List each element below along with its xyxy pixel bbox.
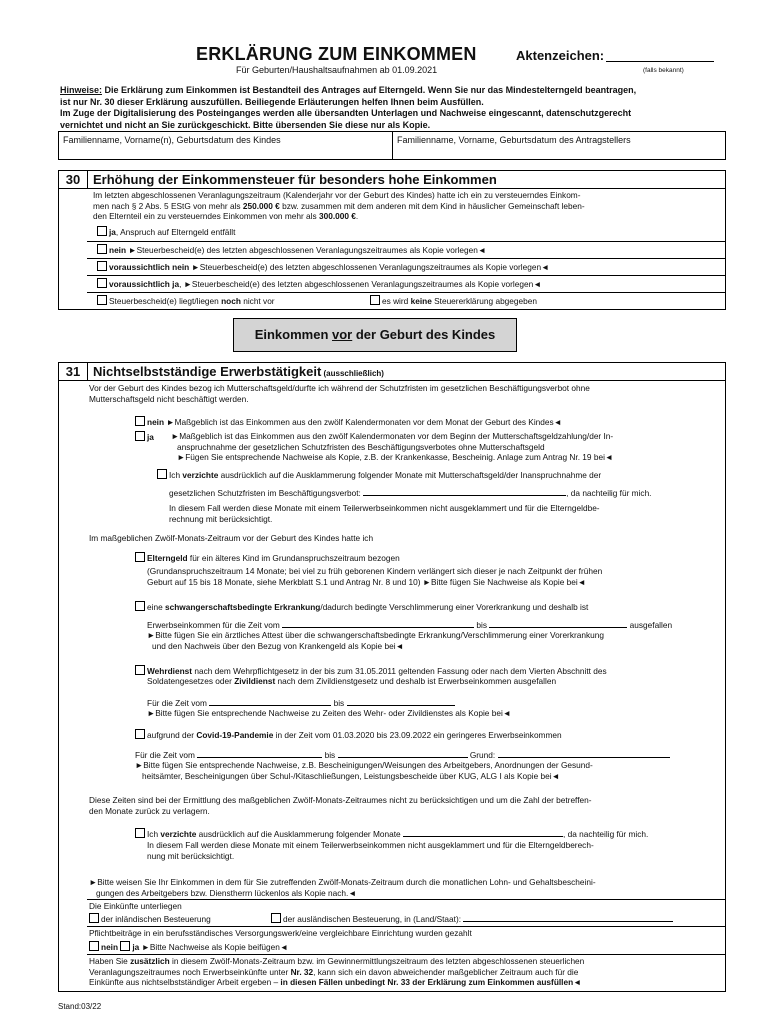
text: Veranlagungszeitraumes noch Erwerbseinkünfte unter [89,966,291,977]
divider [87,899,725,900]
wehrdienst-zeitraum [147,697,455,709]
section-heading-einkommen-vor-geburt [233,318,517,352]
text-line: und den Nachweis über den Bezug von Krankengeld als Kopie bei◄ [152,640,404,651]
date-from-field[interactable] [209,697,331,706]
text-line: ►Fügen Sie entsprechende Nachweise als Kopie, z.B. der Krankenkasse, Bescheinig. Anlage zum Antrag Nr. 19 bei◄ [177,452,614,462]
option-auslaendisch[interactable] [271,913,673,925]
option-schwangerschaft[interactable] [135,601,588,613]
text: Zivildienst [234,676,276,686]
text-line: heitsämter, Bescheinigungen über Schul-/Kitaschließungen, Leistungsbescheide über KUG, ALG I als Kopie bei◄ [142,770,560,781]
text-line: anspruchnahme der gesetzlichen Schutzfristen des Beschäftigungsverbotes ohne Mutterschaftsgeld [177,441,545,452]
text: Grund: [469,750,496,760]
checkbox[interactable] [135,729,145,739]
divider [87,292,725,293]
text-line: rechnung mit berücksichtigt. [169,513,273,524]
sec30-intro [93,190,585,222]
section-title: Erhöhung der Einkommensteuer für besonders hohe Einkommen [93,172,497,187]
text: verzichte [182,470,219,480]
country-field[interactable] [463,913,673,922]
child-name-field-label[interactable]: Familienname, Vorname(n), Geburtsdatum des Kindes [63,135,281,145]
einkuenfte-label: Die Einkünfte unterliegen [89,901,182,911]
text: Soldatengesetzes oder [147,676,235,686]
text: ausdrücklich auf die Ausklammerung folgender Monate [196,829,401,839]
schwangerschaft-note [147,630,604,651]
date-from-field[interactable] [282,619,474,628]
checkbox[interactable] [135,601,145,611]
option-label: nein [101,942,119,952]
checkbox[interactable] [89,913,99,923]
option-text: Steuerbescheid(e) liegt/liegen [109,296,222,306]
text: ausdrücklich auf die Ausklammerung folgender Monate mit Mutterschaftsgeld/der Inanspruchnahme der [218,470,602,480]
bitte-weisen-note [89,877,596,898]
option-wehrdienst[interactable] [135,665,607,677]
amount: 250.000 € [242,200,280,211]
option-text: ►Bitte Nachweise als Kopie beifügen◄ [139,942,289,952]
section-number: 30 [59,171,88,188]
text-line: men nach § 2 Abs. 5 EStG von mehr als [93,200,243,211]
option-text: nicht vor [240,296,275,306]
text: nach dem Wehrpflichtgesetz in der bis zum 31.05.2011 geltenden Fassung oder nach dem Vierten Abschnitt des [192,666,607,676]
section-30-header [59,171,725,189]
text: in diesem Zwölf-Monats-Zeitraum bzw. im Gewinnermittlungszeitraum des letzten abgeschlossenen steuerlichen [169,956,585,966]
text: , da nachteilig für mich. [562,829,649,839]
hinweise-text: vernichtet und nicht an Sie zurückgeschickt. Bitte übersenden Sie diese nur als Kopie. [60,119,431,130]
checkbox[interactable] [157,469,167,479]
title-text: Nichtselbstständige Erwerbstätigkeit [93,364,322,379]
date-to-field[interactable] [338,749,468,758]
section-30 [58,170,726,310]
option-text: ►Steuerbescheid(e) des letzten abgeschlossenen Veranlagungszeitraumes als Kopie vorlegen◄ [189,262,550,272]
verzicht-2-note [147,840,594,861]
text: zusätzlich [130,956,170,966]
wehrdienst-text [147,676,556,687]
verzicht-months-line [169,487,652,499]
divider [87,954,725,955]
option-ja[interactable] [97,226,235,238]
verzicht-note [169,503,600,524]
divider [87,926,725,927]
option-ja[interactable] [135,431,154,443]
text-line: ►Maßgeblich ist das Einkommen aus den zwölf Kalendermonaten vor dem Beginn der Mutterschaftsgeldzahlung/der In- [171,431,614,441]
aktenzeichen-label: Aktenzeichen: [516,48,605,63]
text: Einkünfte aus nichtselbstständiger Arbeit ergeben – [89,977,281,987]
heading-text: Einkommen [254,327,332,342]
hinweise-text: Im Zuge der Digitalisierung des Posteinganges werden alle übersandten Unterlagen und Nachweise eingescannt, datenschutzgerecht [60,108,632,118]
text-line: In diesem Fall werden diese Monate mit einem Teilerwerbseinkommen nicht ausgeklammert und für die Elterngeldbe- [169,503,600,513]
text-line: Geburt auf 15 bis 18 Monate, siehe Merkblatt S.1 und Antrag Nr. 8 und 10) ►Bitte fügen Sie Nachweise als Kopie bei◄ [147,576,586,587]
checkbox[interactable] [97,244,107,254]
text-line: ►Bitte fügen Sie entsprechende Nachweise, z.B. Bescheinigungen/Weisungen des Arbeitgebers, Anordnungen der Gesund- [135,760,593,770]
text-line: . [355,211,359,221]
option-text: für ein älteres Kind im Grundanspruchszeitraum bezogen [187,553,400,563]
version-stamp: Stand:03/22 [58,1002,102,1011]
option-label: voraussichtlich ja [109,279,180,289]
section-title [93,363,384,382]
option-text: , ►Steuerbescheid(e) des letzten abgeschlossenen Veranlagungszeitraumes als Kopie vorlegen◄ [179,279,542,289]
hinweise-text: ist nur Nr. 30 dieser Erklärung auszufüllen. Beiliegende Erläuterungen helfen Ihnen beim Ausfüllen. [60,96,484,107]
text-line: den Monate zurück zu verlagern. [89,805,210,816]
option-text: ►Maßgeblich ist das Einkommen aus den zwölf Kalendermonaten vor dem Monat der Geburt des Kindes◄ [164,417,562,427]
text: in der Zeit vom 01.03.2020 bis 23.09.2022 ein geringeres Erwerbseinkommen [273,730,562,740]
applicant-name-field-label[interactable]: Familienname, Vorname, Geburtsdatum des Antragstellers [397,135,631,145]
text: eine [147,602,165,612]
hinweise-text: Die Erklärung zum Einkommen ist Bestandteil des Antrages auf Elterngeld. Wenn Sie nur das Mindestelterngeld beantragen, [102,85,637,95]
zusaetzlich-note [89,956,584,988]
months-field[interactable] [363,487,566,496]
divider [87,258,725,259]
text: bis [324,750,336,760]
option-verzicht-2[interactable] [135,828,648,840]
covid-zeitraum [135,749,670,761]
text-line: (Grundanspruchszeitraum 14 Monate; bei viel zu früh geborenen Kindern verlängert sich dieser je nach Zeitpunkt der frühen [147,566,603,576]
text: bis [333,698,345,708]
text-line: ►Bitte fügen Sie ein ärztliches Attest über die schwangerschaftsbedingte Erkrankung/Verschlimmerung einer Vorerkrankung [147,630,604,640]
pflichtbeitraege-label: Pflichtbeiträge in ein berufsständisches Versorgungswerk/eine vergleichbare Einrichtung wurden gezahlt [89,928,472,938]
option-text: noch [221,296,241,306]
option-verzicht-1[interactable] [157,469,601,481]
option-voraussichtlich-nein[interactable] [97,261,549,273]
heading-text: der Geburt des Kindes [352,327,496,342]
checkbox[interactable] [135,552,145,562]
aktenzeichen-field[interactable] [606,61,714,62]
text: schwangerschaftsbedingte Erkrankung [165,602,321,612]
checkbox[interactable] [135,416,145,426]
elterngeld-note [147,566,602,587]
checkbox[interactable] [135,431,145,441]
option-text: der inländischen Besteuerung [101,914,211,924]
text: ausgefallen [629,620,673,630]
text: Nr. 32 [290,966,314,977]
checkbox[interactable] [89,941,99,951]
name-fields [58,131,726,160]
section-31 [58,362,726,992]
option-nein[interactable] [135,416,562,428]
text-line: ►Bitte weisen Sie Ihr Einkommen in dem für Sie zutreffenden Zwölf-Monats-Zeitraum durch die monatlichen Lohn- und Gehaltsbescheini- [89,877,596,887]
option-text: es wird [382,296,411,306]
text-line: In diesem Fall werden diese Monate mit einem Teilerwerbseinkommen nicht ausgeklammert und für die Elterngeldberech- [147,840,594,850]
option-label: voraussichtlich nein [109,262,190,272]
sec31-intro [89,383,590,404]
text: in diesen Fällen unbedingt Nr. 33 der Erklärung zum Einkommen ausfüllen◄ [280,977,582,987]
option-label: Elterngeld [147,553,188,563]
text: Ich [147,829,161,839]
covid-note [135,760,593,781]
text: Für die Zeit vom [135,750,195,760]
diese-zeiten-note [89,795,592,816]
text: Covid-19-Pandemie [196,730,274,740]
reason-field[interactable] [498,749,670,758]
option-label: ja [147,432,154,442]
option-elterngeld[interactable] [135,552,400,564]
checkbox[interactable] [135,828,145,838]
schwangerschaft-zeitraum [147,619,672,631]
text: bis [476,620,488,630]
divider [87,241,725,242]
text: , kann sich ein davon abweichender maßgeblicher Zeitraum auch für die [313,966,579,977]
option-text: keine [410,296,432,306]
section-31-header [59,363,725,381]
zwoelf-monats-intro: Im maßgeblichen Zwölf-Monats-Zeitraum vor der Geburt des Kindes hatte ich [89,533,374,543]
option-nein[interactable] [97,244,486,256]
checkbox[interactable] [97,261,107,271]
option-label: ja [132,942,140,952]
text: gesetzlichen Schutzfristen im Beschäftigungsverbot: [169,488,361,498]
text: Haben Sie [89,956,131,966]
option-label: nein [147,417,165,427]
months-field[interactable] [403,828,563,837]
checkbox[interactable] [97,278,107,288]
text: Für die Zeit vom [147,698,207,708]
text-line: Vor der Geburt des Kindes bezog ich Mutterschaftsgeld/durfte ich während der Schutzfristen im gesetzlichen Beschäftigungsverbot ohne [89,383,590,393]
text: , da nachteilig für mich. [566,488,652,498]
text-line: Im letzten abgeschlossenen Veranlagungszeitraum (Kalenderjahr vor der Geburt des Kindes) hatte ich ein zu versteuerndes Einkom- [93,190,581,200]
checkbox[interactable] [97,295,107,305]
option-text: ►Steuerbescheid(e) des letzten abgeschlossenen Veranlagungszeitraumes als Kopie vorlegen◄ [126,245,487,255]
option-label: nein [109,245,127,255]
text-line: Mutterschaftsgeld nicht beschäftigt werden. [89,393,249,404]
hinweise-label: Hinweise: [60,85,103,95]
text-line: Diese Zeiten sind bei der Ermittlung des maßgeblichen Zwölf-Monats-Zeitraumes nicht zu berücksichtigen und um die Zahl der betreffen- [89,795,592,805]
hinweise-block [60,85,725,131]
divider [392,132,393,159]
date-to-field[interactable] [347,697,455,706]
option-steuerbescheid[interactable] [97,295,275,307]
date-from-field[interactable] [197,749,322,758]
checkbox[interactable] [370,295,380,305]
page-title: ERKLÄRUNG ZUM EINKOMMEN [196,44,477,64]
option-text: Steuererklärung abgegeben [431,296,537,306]
checkbox[interactable] [135,665,145,675]
pflichtbeitraege-options [89,941,288,953]
date-to-field[interactable] [489,619,627,628]
option-inlaendisch[interactable] [89,913,211,925]
checkbox[interactable] [97,226,107,236]
option-text: , Anspruch auf Elterngeld entfällt [115,227,236,237]
text: Ich [169,470,183,480]
text-line: gungen des Arbeitgebers bzw. Dienstherrn lückenlos als Kopie nach.◄ [96,887,357,898]
text-line: nung mit berücksichtigt. [147,850,235,861]
text-line: den Elternteil ein zu versteuerndes Einkommen von mehr als [93,211,319,221]
option-keine-erklaerung[interactable] [370,295,537,307]
falls-bekannt-note: (falls bekannt) [643,67,684,74]
section-number: 31 [59,363,88,380]
text: /dadurch bedingte Verschlimmerung einer Vorerkrankung und deshalb ist [320,602,589,612]
option-covid[interactable] [135,729,562,741]
text: Wehrdienst [147,666,193,676]
amount: 300.000 € [318,211,356,221]
option-label: ja [109,227,116,237]
checkbox[interactable] [271,913,281,923]
text: aufgrund der [147,730,197,740]
text: Erwerbseinkommen für die Zeit vom [147,620,280,630]
text: verzichte [160,829,197,839]
option-text: der ausländischen Besteuerung, in (Land/Staat): [283,914,462,924]
option-voraussichtlich-ja[interactable] [97,278,541,290]
title-note: (ausschließlich) [321,369,384,378]
heading-text: vor [332,327,353,342]
text-line: bzw. zusammen mit dem anderen mit dem Kind in häuslicher Gemeinschaft leben- [279,200,585,211]
checkbox[interactable] [120,941,130,951]
wehrdienst-note: ►Bitte fügen Sie entsprechende Nachweise zu Zeiten des Wehr- oder Zivildienstes als Kopie bei◄ [147,708,512,718]
option-ja-text [171,431,613,463]
subtitle: Für Geburten/Haushaltsaufnahmen ab 01.09.2021 [236,65,438,75]
divider [87,275,725,276]
text: nach dem Zivildienstgesetz und deshalb ist Erwerbseinkommen ausgefallen [275,676,557,686]
